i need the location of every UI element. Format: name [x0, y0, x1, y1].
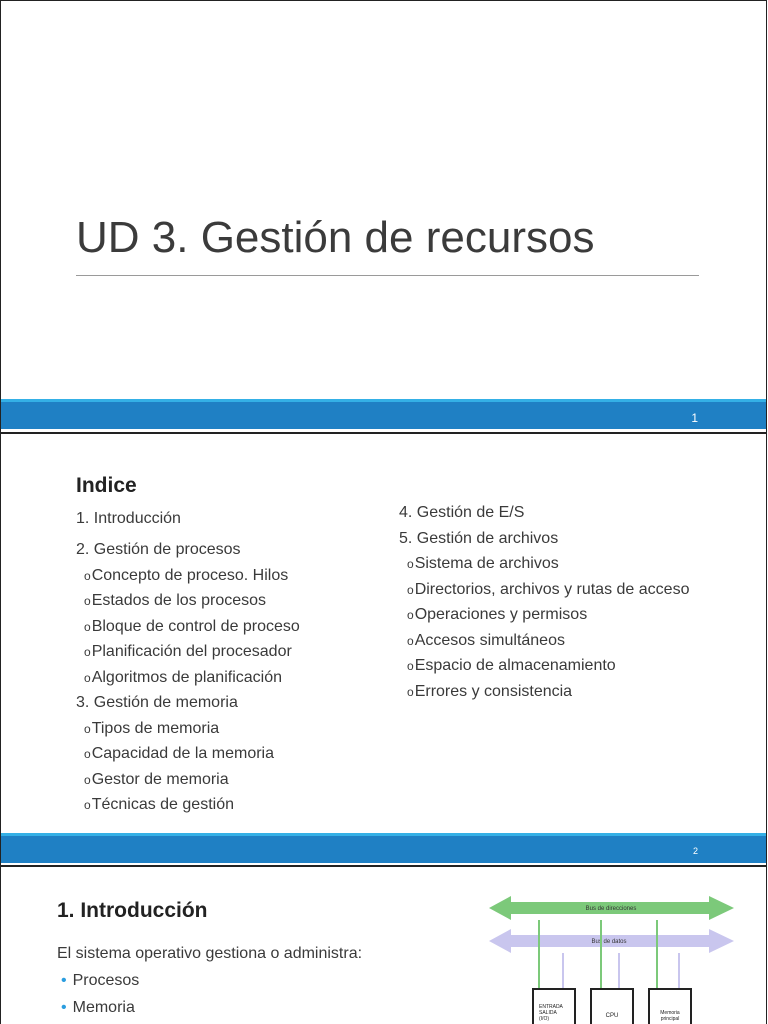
- bullet-dot-icon: •: [61, 999, 67, 1016]
- index-item: [76, 745, 300, 771]
- index-item: [76, 592, 300, 618]
- index-item: [399, 606, 689, 632]
- index-item: [399, 530, 689, 556]
- svg-text:ENTRADASALIDA(I/O): ENTRADA SALIDA (I/O): [539, 1004, 563, 1022]
- index-item: [76, 643, 300, 669]
- index-item-label: Planificación del procesador: [91, 643, 292, 660]
- intro-text: El sistema operativo gestiona o administra:: [57, 945, 363, 962]
- index-item-label: Errores y consistencia: [414, 682, 573, 700]
- title-divider: [76, 275, 699, 276]
- presentation-title: UD 3. Gestión de recursos: [76, 213, 595, 262]
- index-item: [399, 632, 689, 658]
- slide-footer: [1, 833, 766, 863]
- section-title: 1. Introducción: [57, 899, 208, 922]
- introduction-slide: [0, 866, 767, 1024]
- index-item: [76, 771, 300, 797]
- index-item-label: Espacio de almacenamiento: [414, 657, 616, 674]
- bus-diagram: [489, 893, 739, 1024]
- index-item-label: Directorios, archivos y rutas de acceso: [414, 580, 690, 598]
- list-item: • Procesos: [61, 972, 140, 989]
- svg-text:Memoriaprincipal: Memoria principal: [660, 1010, 680, 1022]
- index-item: [76, 720, 300, 746]
- index-item-label: Bloque de control de proceso: [91, 617, 300, 635]
- index-item: [76, 694, 300, 720]
- index-item-label: Tipos de memoria: [91, 719, 220, 737]
- circle-bullet-icon: o: [84, 798, 91, 812]
- index-right-column: [399, 504, 689, 708]
- index-slide: [0, 433, 767, 866]
- circle-bullet-icon: o: [84, 568, 91, 583]
- index-item: [76, 567, 300, 593]
- index-item-label: Técnicas de gestión: [91, 796, 234, 813]
- index-item-label: Operaciones y permisos: [414, 606, 588, 623]
- circle-bullet-icon: o: [407, 582, 414, 597]
- slide-footer: [1, 399, 766, 429]
- index-item-label: Sistema de archivos: [414, 555, 559, 572]
- index-item-label: 5. Gestión de archivos: [399, 529, 559, 547]
- index-item: [76, 669, 300, 695]
- data-bus-label: Bus de datos: [591, 939, 627, 945]
- index-item-label: Gestor de memoria: [91, 770, 229, 788]
- page-number: 1: [691, 411, 698, 425]
- index-item-label: 3. Gestión de memoria: [76, 694, 238, 711]
- address-bus-label: Bus de direcciones: [585, 906, 637, 912]
- title-slide: [0, 0, 767, 433]
- index-item: [399, 555, 689, 581]
- index-item: [399, 581, 689, 607]
- index-item-label: 1. Introducción: [76, 510, 181, 527]
- circle-bullet-icon: o: [407, 557, 414, 571]
- index-item: [76, 796, 300, 822]
- circle-bullet-icon: o: [407, 633, 414, 648]
- circle-bullet-icon: o: [84, 670, 91, 685]
- index-item: [399, 657, 689, 683]
- index-item: [76, 510, 300, 541]
- circle-bullet-icon: o: [84, 619, 91, 634]
- bullet-dot-icon: •: [61, 972, 67, 989]
- index-item-label: Algoritmos de planificación: [91, 668, 283, 686]
- circle-bullet-icon: o: [407, 608, 414, 622]
- cpu-label: CPU: [605, 1013, 619, 1019]
- index-item: [76, 541, 300, 567]
- circle-bullet-icon: o: [407, 684, 414, 699]
- index-title: Indice: [76, 474, 137, 497]
- circle-bullet-icon: o: [84, 747, 91, 761]
- list-item: • Memoria: [61, 999, 135, 1016]
- page-number: 2: [692, 846, 698, 856]
- index-item-label: 4. Gestión de E/S: [399, 504, 525, 521]
- index-item-label: Estados de los procesos: [91, 592, 267, 609]
- index-item-label: Capacidad de la memoria: [91, 745, 275, 762]
- index-item-label: 2. Gestión de procesos: [76, 541, 241, 558]
- index-item-label: Concepto de proceso. Hilos: [91, 566, 289, 584]
- index-item: [399, 504, 689, 530]
- index-item: [399, 683, 689, 709]
- circle-bullet-icon: o: [84, 721, 91, 736]
- index-item: [76, 618, 300, 644]
- circle-bullet-icon: o: [84, 645, 91, 659]
- circle-bullet-icon: o: [84, 772, 91, 787]
- circle-bullet-icon: o: [407, 659, 414, 673]
- circle-bullet-icon: o: [84, 594, 91, 608]
- index-left-column: [76, 510, 300, 822]
- index-item-label: Accesos simultáneos: [414, 631, 565, 649]
